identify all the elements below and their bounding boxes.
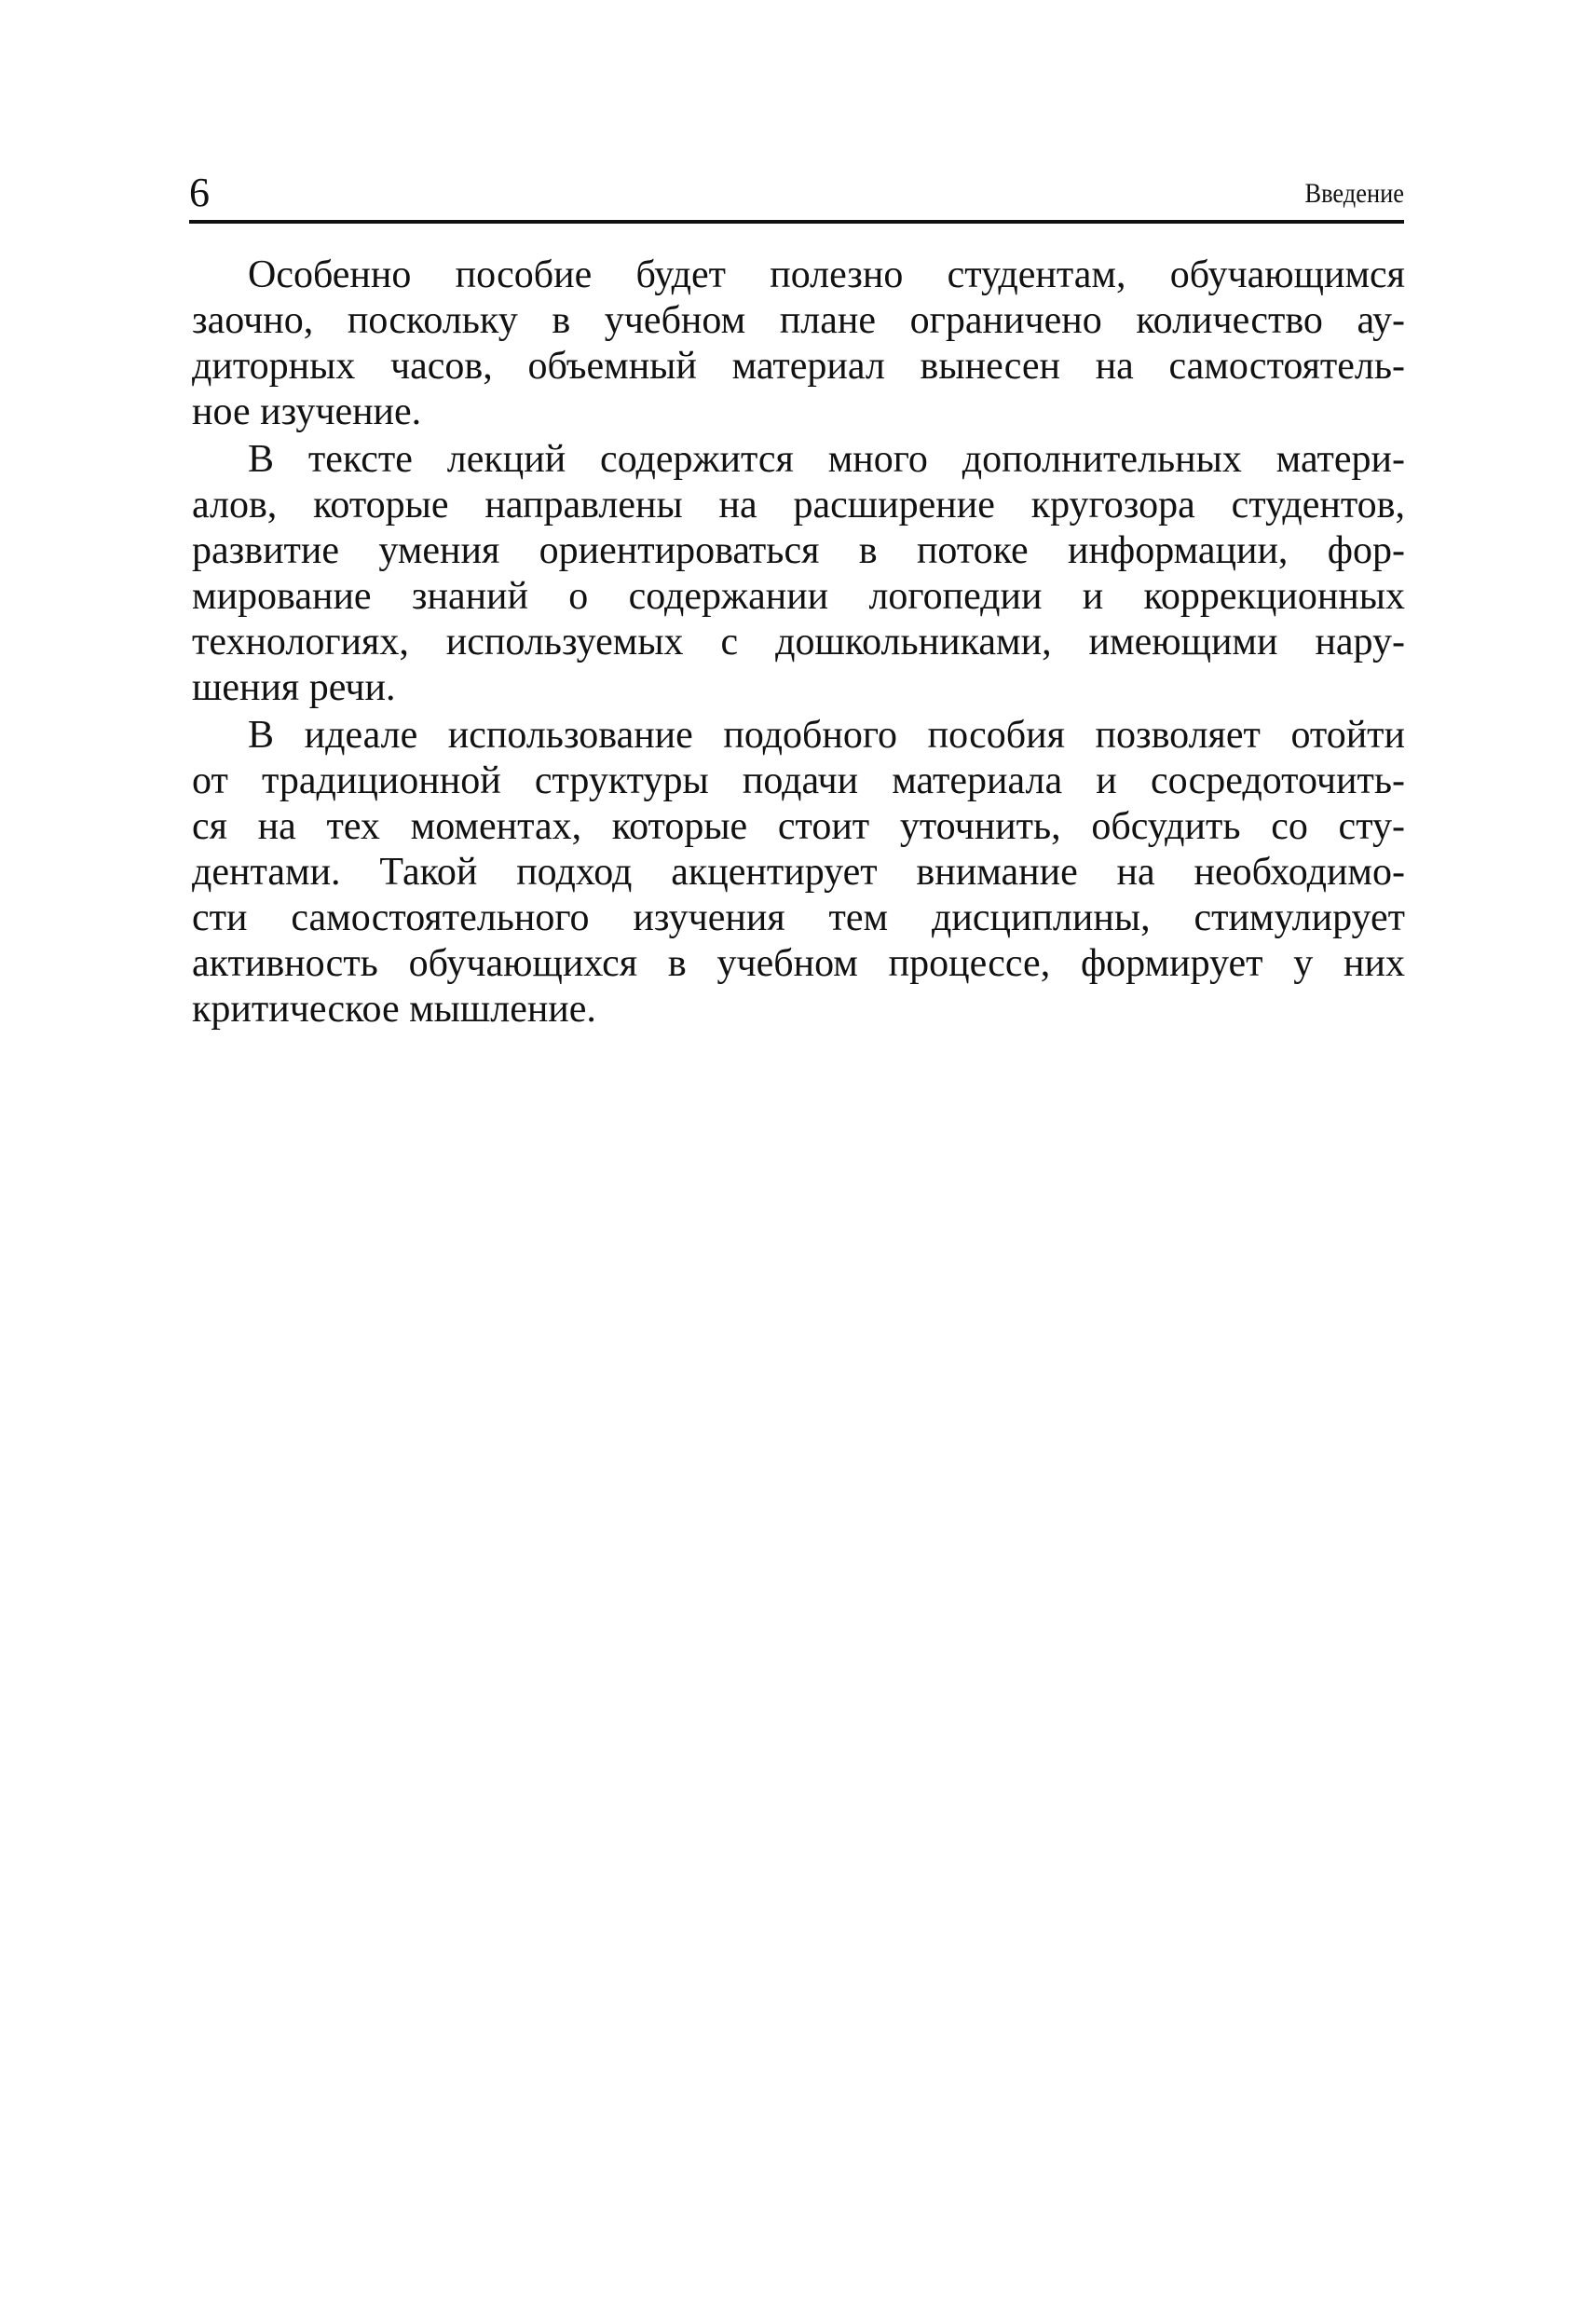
text-line: В тексте лекций содержится много дополнительных матери-	[248, 438, 1405, 481]
text-line: активность обучающихся в учебном процессе, формирует у них	[192, 942, 1405, 985]
text-line: Особенно пособие будет полезно студентам, обучающимся	[248, 253, 1405, 296]
paragraph	[192, 253, 1405, 435]
text-line: шения речи.	[192, 666, 396, 709]
text-line: ся на тех моментах, которые стоит уточнить, обсудить со сту-	[192, 805, 1405, 848]
body-text	[192, 253, 1405, 1034]
text-line: заочно, поскольку в учебном плане ограничено количество ау-	[192, 299, 1405, 342]
text-line: ное изучение.	[192, 390, 422, 433]
header-rule	[189, 220, 1404, 224]
text-line: мирование знаний о содержании логопедии и коррекционных	[192, 575, 1405, 618]
text-line: алов, которые направлены на расширение кругозора студентов,	[192, 484, 1405, 526]
page-number: 6	[189, 170, 210, 215]
text-line: дентами. Такой подход акцентирует внимание на необходимо-	[192, 851, 1405, 894]
text-line: технологиях, используемых с дошкольниками, имеющими нару-	[192, 621, 1405, 663]
text-line: сти самостоятельного изучения тем дисциплины, стимулирует	[192, 896, 1405, 939]
running-title: Введение	[1304, 178, 1404, 209]
text-line: критическое мышление.	[192, 988, 596, 1031]
text-line: диторных часов, объемный материал вынесен на самостоятель-	[192, 345, 1405, 388]
paragraph	[192, 713, 1405, 1032]
text-line: В идеале использование подобного пособия позволяет отойти	[248, 714, 1405, 757]
paragraph	[192, 437, 1405, 711]
text-line: от традиционной структуры подачи материала и сосредоточить-	[192, 759, 1405, 802]
text-line: развитие умения ориентироваться в потоке информации, фор-	[192, 529, 1405, 572]
